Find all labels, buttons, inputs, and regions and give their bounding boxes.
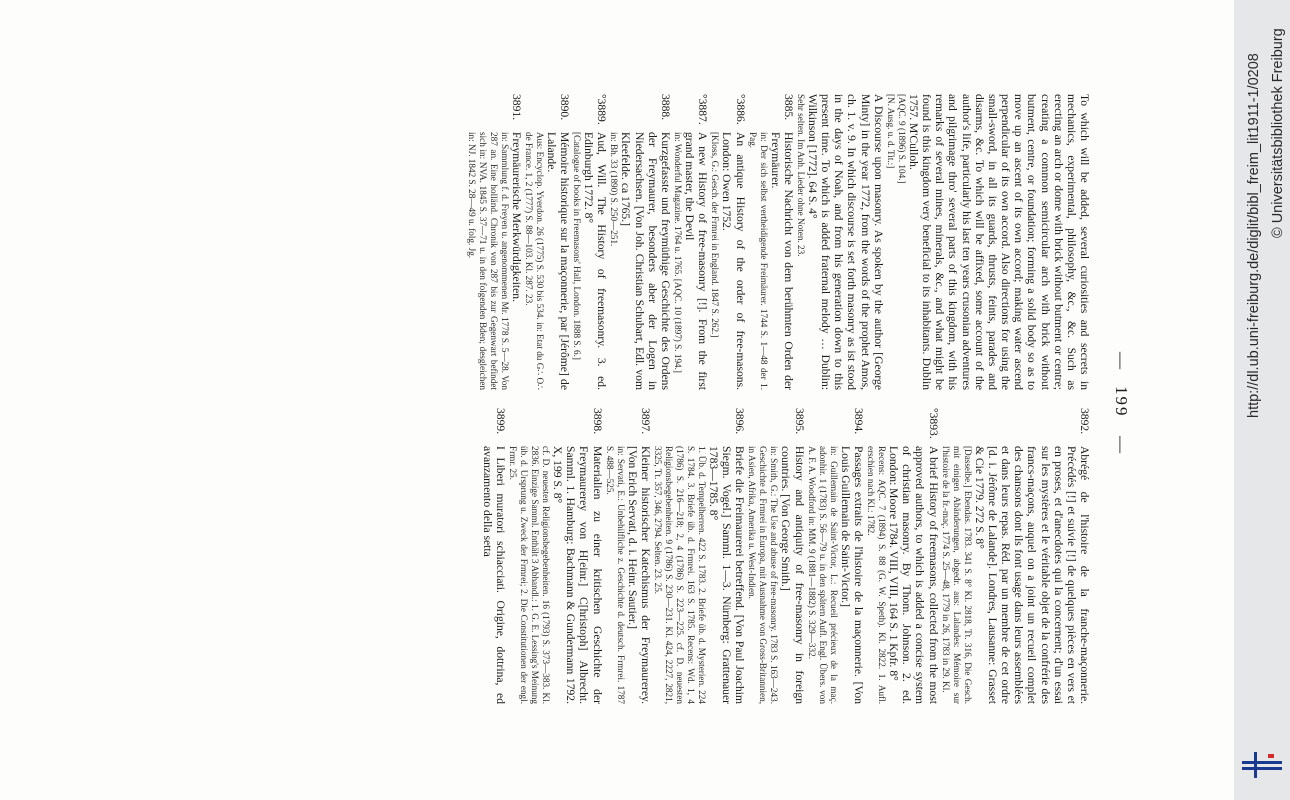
entry-text: A brief History of freemasons, collected from the most approved authors, to which is added a concise system of christian masonry. By Thom. Johnson. 2. ed. London: Moore 1784. VIII, VIII, 164 S. 1 Kpfr. 8° — [887, 446, 940, 704]
entry-text: Kleiner historischer Katechismus der Freymaurerey. [Von Erich Servati, d. i. Heinr. Sautier.] — [625, 446, 652, 704]
entry-body — [604, 446, 652, 704]
bibliography-entry — [652, 408, 746, 704]
entry-number: 3899. — [493, 408, 507, 435]
entry-number: 3896. — [733, 408, 747, 435]
entry-number: 3895. — [792, 408, 806, 435]
entry-body — [806, 446, 865, 704]
continuation-note-2: [N. Ausg. u. d. Tit.:] — [885, 94, 896, 169]
entry-number: 3888. — [658, 94, 672, 121]
continuation-text: To which will be added, several curiosities and secrets in mechanics, experimental, philosophy, &c., &c. Such as erecting an arch or dome with brick without butment or centre; creating a common semicircular arch with brick without butment, centre, or foundation; forming a solid body so as to move up an ascent of its own accord; making water ascend perpendicular of its own accord. Also directions for using the small-sword, in all its guards, thrusts, feints, parades and disarms, &c. To which will be affixed, some account of the author's life, particularly his last ten years crusonian adventures and pilgrimage thro' several parts of this kingdom, with his remarks of several mines, minerals, &c., and what might be found is this kingdom very beneficial to its inhabitants. Dublin 1757. M'Culloh. — [906, 94, 1091, 390]
right-column — [480, 408, 1091, 704]
entry-body — [523, 132, 571, 390]
entry-note: [Kloss, G.: Gesch. der Frmrei in England. 1847 S. 262.] — [710, 132, 721, 338]
entry-number: 3885. — [781, 94, 795, 121]
entry-number: 3892. — [1078, 408, 1091, 435]
bibliography-entry — [672, 94, 709, 390]
entry-body — [709, 132, 746, 390]
bibliography-entry — [523, 94, 571, 390]
entry-body — [466, 132, 523, 390]
bibliography-entry — [466, 94, 523, 390]
bibliography-entry — [940, 408, 1091, 704]
entry-number: °3886. — [733, 94, 747, 125]
bibliography-entry — [481, 408, 507, 704]
entry-body — [747, 132, 795, 390]
entry-text: Freymäurerische Merkwürdigkeiten. — [509, 132, 523, 302]
bibliography-entry — [806, 408, 865, 704]
permalink-url[interactable]: http://dl.ub.uni-freiburg.de/diglit/bibl_freim_lit1911-1/0208 — [1246, 53, 1262, 418]
header-dash-left: — — [1112, 352, 1131, 371]
page-header — [1111, 90, 1131, 710]
logo-bar — [1254, 752, 1257, 778]
entry-note: [Catalogue of books in Freemasons' Hall, London. 1888 S. 6.] — [572, 132, 582, 360]
left-entry-list — [466, 94, 795, 390]
entry-number: °3889. — [595, 94, 609, 125]
entry-body — [608, 132, 672, 390]
entry-note: in: Sammlung f. d. Freyen u. angenommenen Mr. 1778 S. 5—28. Von 287 an. Eine holländ. Chronik von 287 bis zur Gegenwart befindet sich in: NVA. 1845 S. 37—71 u. in den folgenden Bden; desgleichen in: NJ. 1842 S. 28—49 u. folg. Jg. — [466, 132, 510, 390]
entry-body — [507, 446, 604, 704]
bibliography-entry — [709, 94, 746, 390]
entry-text: Passages extraits de l'histoire de la maçonnerie. [Von Louis Guillemain de Saint-Victor.] — [838, 446, 865, 704]
continuation-text-2: A Discourse upon masonry. As spoken by the author [George Minty] in the year 1772, from the words of the prophet Amos, ch. 1. v. 9. In which discourse is set forth masonry as ist stood in the days of Noah, and from his generation down to this present time. To which is added fraternal melody … Dublin: Wilkinson [1772]. 64 S. 4° — [806, 94, 885, 390]
logo-accent — [1268, 754, 1274, 758]
entry-body — [746, 446, 805, 704]
entry-number: 3894. — [851, 408, 865, 435]
entry-note: in: Servati, E.: Unbehilfliche z. Geschichte d. deutsch. Frmrei. 1787 S. 488—525. — [604, 446, 626, 704]
entry-text: Aud, Will. The History of freemasonry. 3. ed. Edinburgh 1772. 8° — [582, 132, 609, 390]
bibliography-entry — [571, 94, 608, 390]
left-column — [466, 94, 1091, 390]
entry-note: Recens: AQC. 7 (1894) S. 88 (G. W. Speth). Kl. 2822. 1. Aufl. erschien nach Kl.: 1782. — [865, 446, 887, 704]
entry-number: 3898. — [590, 408, 604, 435]
entry-text: History and antiquity of free-masonry in foreign countries. [Von George Smith.] — [779, 446, 806, 704]
entry-text: Historische Nachricht von dem berühmten Orden der Freymäurer. — [768, 132, 795, 390]
entry-number: °3887. — [696, 94, 710, 125]
continuation-note: [AQC. 9 (1896) S. 104.] — [896, 94, 907, 184]
entry-note: 1. Üb. d. Tempelherren. 422 S. 1783. 2. Briefe üb. d. Mysterien. 224 S. 1784. 3. Briefe üb. d. Frmrei. 163 S. 1785. Recens: Wd. 1, 4 (1786) S. 216—218; 2, 4 (1786) S. 223—225. cf. D. neuesten Religionsbegebenheiten. 9 (1786) S. 230—231. Kl. 424, 2227, 2821, 3325, Tt. 357, 346, 2794. Selten. 23. 25. — [652, 446, 707, 704]
entry-note: in: Bh. 33 (1890) S. 250—251. — [609, 132, 620, 247]
entry-text: I Liberi muratori schiacciati. Origine, dottrina, ed avanzamento della setta — [480, 446, 507, 704]
header-dash-right: — — [1112, 436, 1131, 455]
entry-note: in: Wonderful Magazine. 1764 u. 1765. [AQC. 10 (1897) S. 194.] — [672, 132, 683, 373]
entry-body — [652, 446, 746, 704]
ub-freiburg-logo-icon — [1240, 748, 1286, 780]
entry-body — [865, 446, 940, 704]
entry-text: Kurzgefasste und freymüthige Geschichte des Ordens der Freymaurer, besonders aber der Logen in Niedersachsen. [Von Joh. Christian Schubart, Edl. vom Kleefelde. ca 1765.] — [619, 132, 672, 390]
entry-note: in: Smith, G.: The Use and abuse of free-masonry. 1783 S. 163—243. Geschichte d. Frmrei in Europa, mit Ausnahme von Gross-Britannien, in Asien, Afrika, Amerika u. West-Indien. — [747, 446, 780, 704]
entry-number: 3890. — [558, 94, 571, 121]
logo-bar — [1242, 767, 1282, 770]
library-credit: © Universitätsbibliothek Freiburg — [1270, 28, 1286, 238]
bibliography-entry — [746, 408, 805, 704]
bibliography-entry — [747, 94, 795, 390]
entry-note: in: Der sich selbst vertheidigende Freimäurer. 1744 S. 1—48 der 1. Pag. — [747, 132, 769, 390]
entry-text: Materialien zu einer kritischen Geschichte der Freymaurerey von H[einr.] C[hristoph] Albrecht. Samml. 1. Hamburg: Bachmann & Gundermann 1792. X, 199 S. 8° — [551, 446, 604, 704]
continuation-2-note: Sehr selten. Im Anh. Lieder ohne Noten. 23. — [795, 94, 806, 257]
entry-text: A new History of free-masonry [!]. From the first grand master, the Devil — [683, 132, 710, 390]
entry-body — [571, 132, 608, 390]
entry-note: Aus: Encyclop. Yverdon. 26 (1775) S. 530 bis 534. in: Etat du G∴ O∴ de France. 1, 2 (1777) S. 88—103. Kl. 287. 23. — [523, 132, 545, 390]
entry-body — [481, 446, 507, 704]
entry-body — [672, 132, 709, 390]
bibliography-entry — [507, 408, 604, 704]
logo-bar — [1242, 761, 1282, 764]
entry-body — [940, 446, 1091, 704]
bibliography-entry — [865, 408, 940, 704]
entry-note: cf. D. neuesten Religionsbegebenheiten. 16 (1793) S. 373—383. Kl. 2836. Einzige Samml. Enthält 3 Abhandl.: 1. G. E. Lessing's Meinung üb. d. Ursprung u. Zweck der Frmrei; 2. Die Constitutionen der engl. Frmr. 25. — [507, 446, 551, 704]
entry-note: [Dasselbe.] Ebendas. 1783. 341 S. 8° Kl. 2818, Tt. 316, Die Gesch. mit einigen Abänderungen, abgedr. aus: Lalandes: Mémoire sur l'histoire de la fr.-maç. 1774 S. 25—48, 1779 in 26, 1783 in 29. Kl. — [940, 446, 973, 704]
entry-number: °3893. — [926, 408, 940, 439]
entry-text: Mémoire historique sur la maçonnerie, par [Jérôme] de Lalande. — [544, 132, 571, 390]
page-number: 199 — [1112, 386, 1131, 418]
entry-note: in: Guillemain de Saint-Victor, L.: Recueil précieux de la maç. adonhir. 1 (1783) S. 56—79 u. in den spätern Aufl. Engl. Übers. von A. F. A. Woodford in: MM. 9 (1881—1882) S. 329—332. — [806, 446, 839, 704]
bibliography-entry — [608, 94, 672, 390]
entry-text: An antique History of the order of free-masons. London: Owen 1752. — [720, 132, 747, 390]
rotated-page-content — [77, 90, 1157, 710]
entry-number: 3891. — [509, 94, 523, 121]
entry-text: Briefe die Freimaurerei betreffend. [Von Paul Joachim Siegm. Vogel.] Samml. 1—3. Nürnberg: Grattenauer 1783—1785. 8° — [707, 446, 747, 704]
entry-text: Abrégé de l'histoire de la franche-maçonnerie. Précédés [!] et suivie [!] de quelques pièces en vers et en proses, et d'anecdotes qui la concernent; d'un essai sur les mystères et le véritable objet de la confrérie des francs-maçons, auquel on a joint un recueil complet des chansons dont ils font usage dans leurs assemblées et dans leurs repas. Réd. par un membre de cet ordre [d. i. Jérôme de Lalande]. Londres, Lausanne: Grasset & Cie 1779. 272 S. 8° — [972, 446, 1091, 704]
bibliography-entry — [604, 408, 652, 704]
entry-number: 3897. — [638, 408, 652, 435]
